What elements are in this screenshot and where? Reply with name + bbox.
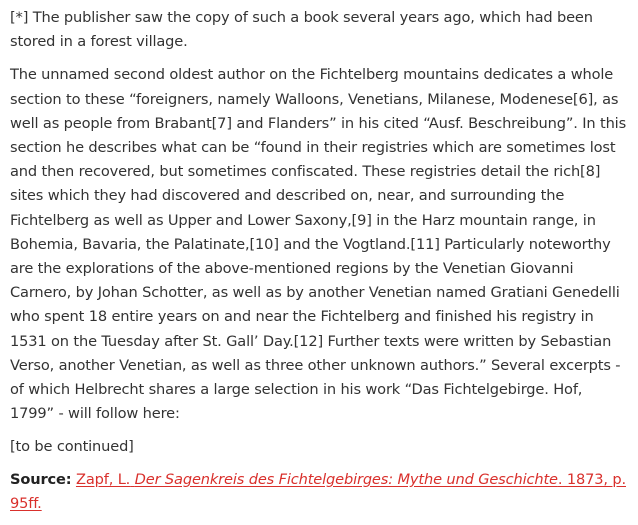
document-body bbox=[10, 6, 628, 525]
source-details: . 1873, p. 95ff. bbox=[10, 470, 626, 512]
source-title: Der Sagenkreis des Fichtelgebirges: Mythe und Geschichte bbox=[134, 470, 558, 488]
source-link[interactable] bbox=[10, 471, 626, 512]
footnote-paragraph: [*] The publisher saw the copy of such a book several years ago, which had been stored in a forest village. bbox=[10, 9, 593, 51]
to-be-continued-note: [to be continued] bbox=[10, 438, 134, 456]
main-paragraph: The unnamed second oldest author on the Fichtelberg mountains dedicates a whole section to these “foreigners, namely Walloons, Venetians, Milanese, Modenese[6], as well as people from Brabant[7] and Flanders” in his cited “Ausf. Beschreibung”. In this section he describes what can be “found in their registries which are sometimes lost and then recovered, but sometimes confiscated. These registries detail the rich[8] sites which they had discovered and described on, near, and surrounding the Fichtelberg as well as Upper and Lower Saxony,[9] in the Harz mountain range, in Bohemia, Bavaria, the Palatinate,[10] and the Vogtland.[11] Particularly noteworthy are the explorations of the above-mentioned regions by the Venetian Giovanni Carnero, by Johan Schotter, as well as by another Venetian named Gratiani Genedelli who spent 18 entire years on and near the Fichtelberg and finished his registry in 1531 on the Tuesday after St. Gall’ Day.[12] Further texts were written by Sebastian Verso, another Venetian, as well as three other unknown authors.” Several excerpts - of which Helbrecht shares a large selection in his work “Das Fichtelgebirge. Hof, 1799” - will follow here: bbox=[10, 66, 627, 423]
source-label: Source: bbox=[10, 470, 72, 488]
source-author: Zapf, L. bbox=[75, 470, 131, 488]
